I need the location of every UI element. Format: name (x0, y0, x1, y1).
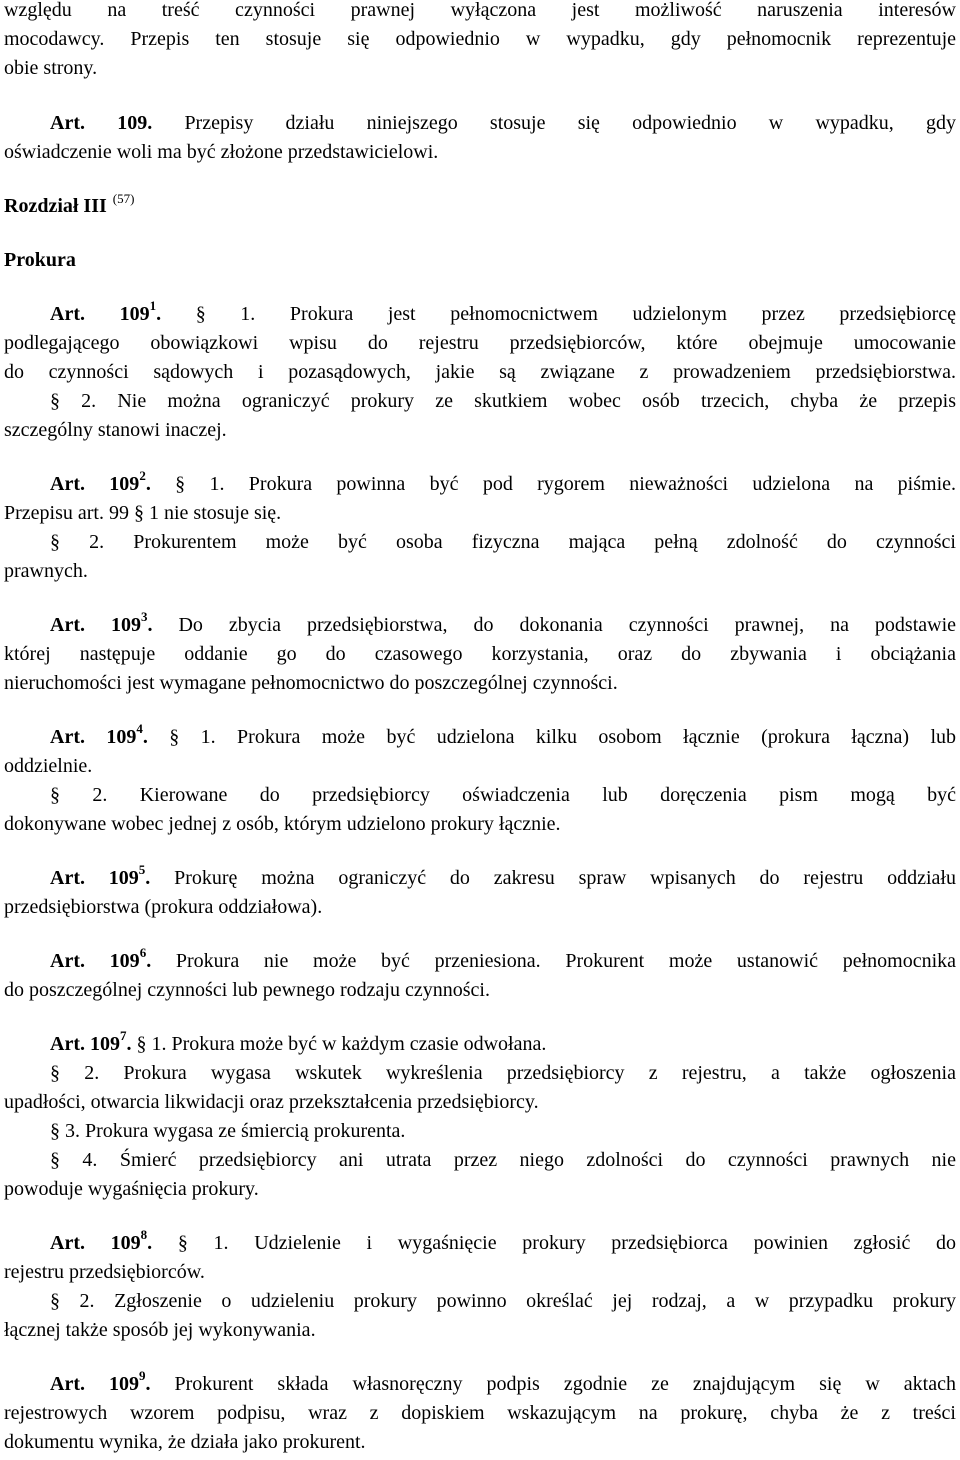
art-109-4-dot: . (142, 726, 148, 748)
art-109-9-line-3: dokumentu wynika, że działa jako prokurent. (4, 1431, 366, 1453)
art-109-1-sup: 1 (149, 298, 157, 314)
art-109-8-par-2-line-1: § 2. Zgłoszenie o udzieleniu prokury powinno określać jej rodzaj, a w przypadku prokury (50, 1290, 956, 1312)
art-109-6-line-2: do poszczególnej czynności lub pewnego rodzaju czynności. (4, 979, 490, 1001)
art-109-6-sup: 6 (139, 945, 147, 961)
art-109-3-sup: 3 (140, 609, 148, 625)
art-109-4-text-1: § 1. Prokura może być udzielona kilku osobom łącznie (prokura łączna) lub (169, 726, 957, 748)
art-109-9-dot: . (145, 1373, 151, 1395)
art-109-3-text-1: Do zbycia przedsiębiorstwa, do dokonania czynności prawnej, na podstawie (178, 614, 957, 636)
art-109-7-par-4-line-2: powoduje wygaśnięcia prokury. (4, 1178, 259, 1200)
art-109-4-par-2-line-1: § 2. Kierowane do przedsiębiorcy oświadczenia lub doręczenia pism mogą być (50, 784, 956, 806)
art-109-1-par-2-line-2: szczególny stanowi inaczej. (4, 419, 227, 441)
art-109-2-par-2-line-2: prawnych. (4, 560, 88, 582)
art-109-4-label: Art. 109 (50, 726, 137, 748)
art-109-7-label: Art. 109 (50, 1033, 120, 1055)
art-109-7-text-1: § 1. Prokura może być w każdym czasie odwołana. (136, 1033, 547, 1055)
art-109-3-label: Art. 109 (50, 614, 141, 636)
art-109-2-line-1 (4, 468, 956, 497)
art-109-1-dot: . (156, 303, 162, 325)
art-109-7-par-2-line-1: § 2. Prokura wygasa wskutek wykreślenia przedsiębiorcy z rejestru, a także ogłoszenia (50, 1062, 956, 1084)
art-109-4-line-1 (4, 721, 957, 750)
intro-line-2: mocodawcy. Przepis ten stosuje się odpowiednio w wypadku, gdy pełnomocnik reprezentuje (4, 28, 956, 50)
chapter-footnote: (57) (112, 191, 135, 206)
art-109-line-2: oświadczenie woli ma być złożone przedstawicielowi. (4, 141, 439, 163)
art-109-6-line-1 (4, 945, 957, 974)
art-109-2-par-2-line-1: § 2. Prokurentem może być osoba fizyczna mająca pełną zdolność do czynności (50, 531, 956, 553)
art-109-3-line-3: nieruchomości jest wymagane pełnomocnictwo do poszczególnej czynności. (4, 672, 618, 694)
art-109-3-line-1 (4, 609, 957, 638)
art-109-8-sup: 8 (140, 1227, 148, 1243)
art-109-9-line-2: rejestrowych wzorem podpisu, wraz z dopiskiem wskazującym na prokurę, chyba że z treści (4, 1402, 956, 1424)
art-109-9-label: Art. 109 (50, 1373, 139, 1395)
art-109-line-1 (4, 110, 956, 136)
art-109-7-par-2-line-2: upadłości, otwarcia likwidacji oraz przekształcenia przedsiębiorcy. (4, 1091, 539, 1113)
art-109-2-label: Art. 109 (50, 473, 140, 495)
art-109-1-line-1 (4, 298, 957, 327)
art-109-text-1: Przepisy działu niniejszego stosuje się odpowiednio w wypadku, gdy (184, 112, 956, 134)
art-109-2-line-2: Przepisu art. 99 § 1 nie stosuje się. (4, 502, 282, 524)
art-109-2-sup: 2 (139, 468, 146, 484)
art-109-3-line-2: której następuje oddanie go do czasowego korzystania, oraz do zbywania i obciążania (4, 643, 956, 665)
art-109-4-sup: 4 (136, 721, 143, 737)
art-109-7-par-4-line-1: § 4. Śmierć przedsiębiorcy ani utrata przez niego zdolności do czynności prawnych nie (50, 1149, 956, 1171)
art-109-8-label: Art. 109 (50, 1232, 141, 1254)
intro-line-1: względu na treść czynności prawnej wyłączona jest możliwość naruszenia interesów (4, 0, 956, 21)
art-109-5-text-1: Prokurę można ograniczyć do zakresu spraw wpisanych do rejestru oddziału (174, 867, 956, 889)
art-109-6-label: Art. 109 (50, 950, 140, 972)
art-109-5-label: Art. 109 (50, 867, 139, 889)
art-109-1-par-1-num: § 1. (195, 303, 256, 325)
art-109-1-line-3: do czynności sądowych i pozasądowych, jakie są związane z prowadzeniem przedsiębiorstwa. (4, 361, 956, 383)
art-109-6-text-1: Prokura nie może być przeniesiona. Prokurent może ustanowić pełnomocnika (175, 950, 957, 972)
art-109-9-line-1 (4, 1368, 956, 1397)
art-109-9-text-1: Prokurent składa własnoręczny podpis zgodnie ze znajdującym się w aktach (174, 1373, 956, 1395)
art-109-2-text-1: § 1. Prokura powinna być pod rygorem nieważności udzielona na piśmie. (175, 473, 956, 495)
art-109-5-line-2: przedsiębiorstwa (prokura oddziałowa). (4, 896, 323, 918)
art-109-7-sup: 7 (119, 1028, 127, 1044)
art-109-8-dot: . (147, 1232, 153, 1254)
chapter-heading (4, 193, 956, 219)
art-109-label: Art. 109. (50, 112, 153, 134)
art-109-6-dot: . (146, 950, 152, 972)
art-109-8-text-1: § 1. Udzielenie i wygaśnięcie prokury przedsiębiorca powinien zgłosić do (177, 1232, 957, 1254)
art-109-8-line-1 (4, 1227, 957, 1256)
art-109-5-line-1 (4, 862, 956, 891)
art-109-4-par-2-line-2: dokonywane wobec jednej z osób, którym udzielono prokury łącznie. (4, 813, 561, 835)
art-109-1-par-2-line-1: § 2. Nie można ograniczyć prokury ze skutkiem wobec osób trzecich, chyba że przepis (50, 390, 956, 412)
art-109-5-dot: . (145, 867, 151, 889)
chapter-name: Prokura (4, 249, 76, 271)
art-109-9-sup: 9 (139, 1368, 146, 1384)
art-109-5-sup: 5 (138, 862, 146, 878)
art-109-7-dot: . (126, 1033, 132, 1055)
art-109-7-par-3: § 3. Prokura wygasa ze śmiercią prokurenta. (50, 1120, 406, 1142)
art-109-1-line-2: podlegającego obowiązkowi wpisu do rejestru przedsiębiorców, które obejmuje umocowanie (4, 332, 956, 354)
art-109-8-line-2: rejestru przedsiębiorców. (4, 1261, 205, 1283)
art-109-1-label: Art. 109 (50, 303, 150, 325)
art-109-3-dot: . (147, 614, 153, 636)
art-109-8-par-2-line-2: łącznej także sposób jej wykonywania. (4, 1319, 316, 1341)
chapter-title: Rozdział III (4, 195, 107, 217)
art-109-4-line-2: oddzielnie. (4, 755, 93, 777)
art-109-2-dot: . (145, 473, 151, 495)
intro-line-3: obie strony. (4, 57, 98, 79)
art-109-1-text-1: Prokura jest pełnomocnictwem udzielonym przez przedsiębiorcę (289, 303, 957, 325)
art-109-7-line-1 (4, 1028, 956, 1057)
